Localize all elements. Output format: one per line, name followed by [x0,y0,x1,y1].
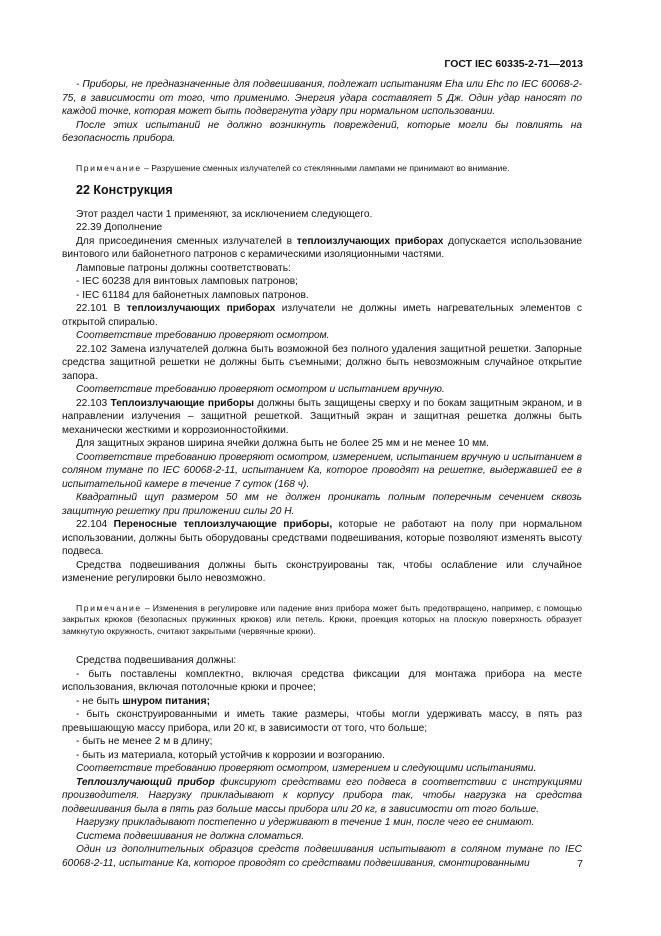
term-bold: Теплоизлучающий прибор [76,776,215,788]
note [62,603,582,638]
term-bold: теплоизлучающих приборах [126,303,276,314]
text-run: Для присоединения сменных излучателей в [76,235,297,247]
paragraph: - Приборы, не предназначенные для подвешивания, подлежат испытаниям Eha или Ehc по IEC 60068-2-75, в зависимости от того, что применимо. Энергия удара составляет 5 Дж. Один удар наносят по каждой точке, которая может быть подвергнута удару при нормальном использовании. [62,79,582,117]
section-heading: 22 Конструкция [76,183,173,197]
paragraph: Для защитных экранов ширина ячейки должна быть не более 25 мм и не менее 10 мм. [76,438,489,449]
paragraph: Этот раздел части 1 применяют, за исключением следующего. [76,208,373,220]
list-item: - быть не менее 2 м в длину; [76,736,213,747]
note [62,163,582,175]
paragraph: Один из дополнительных образцов средств подвешивания испытывают в соляном тумане по IEC 60068-2-11, испытание Ка, которое проводят со средствами подвешивания, смонтированными [62,844,582,869]
paragraph: Соответствие требованию проверяют осмотром и испытанием вручную. [76,384,445,395]
paragraph: Система подвешивания не должна сломаться. [76,830,305,842]
text-run: допускается использование винтового или байонетного патронов с керамическими изоляционными частями. [62,235,582,260]
paragraph [62,235,582,262]
note-label: Примечание [76,162,142,173]
list-item: - быть из материала, который устойчив к коррозии и возгоранию. [76,749,385,761]
note-text: – Изменения в регулировке или падение вниз прибора может быть предотвращено, например, с помощью закрытых крюков (безопасных пружинных крюков) или петель. Крюки, проекция которых на плоскую поверхность образует замкнутую окружность, считают закрытыми (червячные крюки). [62,602,582,636]
document-header: ГОСТ IEC 60335-2-71—2013 [444,58,583,70]
paragraph: Ламповые патроны должны соответствовать: [76,262,291,274]
text-run: - не быть [76,695,123,707]
paragraph: После этих испытаний не должно возникнуть повреждений, которые могли бы повлиять на безопасность прибора. [62,119,582,144]
list-item: - IEC 60238 для винтовых ламповых патронов; [76,276,298,287]
text-run: должны быть защищены сверху и по бокам защитным экраном, и в направлении излучения – защитной решеткой. Защитный экран и защитная решетка должны быть механически жесткими и коррозионностойкими. [62,397,582,436]
list-item: - IEC 61184 для байонетных ламповых патронов. [76,289,309,301]
paragraph: 22.102 Замена излучателей должна быть возможной без полного удаления защитной решетки. Запорные средства защитной решетки не должны быть съемными; должно быть невозможным случайное открытие запора. [62,343,582,382]
paragraph: Средства подвешивания должны: [76,655,237,666]
term-bold: шнуром питания; [122,695,210,707]
list-item: - быть сконструированными и иметь такие размеры, чтобы могли удерживать массу, в пять раз превышающую массу прибора, или 20 кг, в зависимости от того, что больше; [62,709,582,734]
paragraph [62,397,582,438]
text-run: фиксируют средствами его подвеса в соответствии с инструкциями производителя. Нагрузку прикладывают к корпусу прибора так, чтобы нагрузка на средства подвешивания была в пять раз больше массы прибора или 20 кг, в зависимости от того больше. [62,776,582,815]
text-run: излучатели не должны иметь нагревательных элементов с открытой спиралью. [62,303,582,328]
page-body [62,78,582,870]
paragraph: Нагрузку прикладывают постепенно и удерживают в течение 1 мин, после чего ее снимают. [76,817,535,828]
paragraph: Соответствие требованию проверяют осмотром, измерением и следующими испытаниями. [76,763,537,774]
text-run: 22.104 [76,519,114,530]
text-run: 22.101 В [76,303,127,314]
page-number: 7 [577,858,583,870]
paragraph: Квадратный щуп размером 50 мм не должен проникать полным поперечным сечением сквозь защитную решетку при приложении силы 20 Н. [62,492,582,517]
term-bold: Переносные теплоизлучающие приборы, [113,519,333,530]
paragraph: Соответствие требованию проверяют осмотром. [76,330,330,341]
text-run: которые не работают на полу при нормальном использовании, должны быть оборудованы средствами подвешивания, которые позволяют изменять высоту подвеса. [62,519,582,557]
note-text: – Разрушение сменных излучателей со стеклянными лампами не принимают во внимание. [141,162,510,173]
text-run: 22.103 [76,397,111,409]
note-label: Примечание [76,602,142,613]
paragraph [62,776,582,817]
paragraph [62,518,582,559]
paragraph: Соответствие требованию проверяют осмотром, измерением, испытанием вручную и испытанием в соляном тумане по IEC 60068-2-11, испытанием Ка, которое проводят на решетке, выдержавшей ее в испытательной камере в течение 7 суток (168 ч). [62,451,582,490]
paragraph: 22.39 Дополнение [76,222,163,233]
paragraph: Средства подвешивания должны быть сконструированы так, чтобы ослабление или случайное изменение регулировки было невозможно. [62,559,582,584]
list-item [62,695,582,709]
list-item: - быть поставлены комплектно, включая средства фиксации для монтажа прибора на месте использования, включая потолочные крюки и прочее; [62,668,582,693]
paragraph [62,302,582,329]
term-bold: теплоизлучающих приборах [296,235,444,247]
term-bold: Теплоизлучающие приборы [110,397,255,409]
